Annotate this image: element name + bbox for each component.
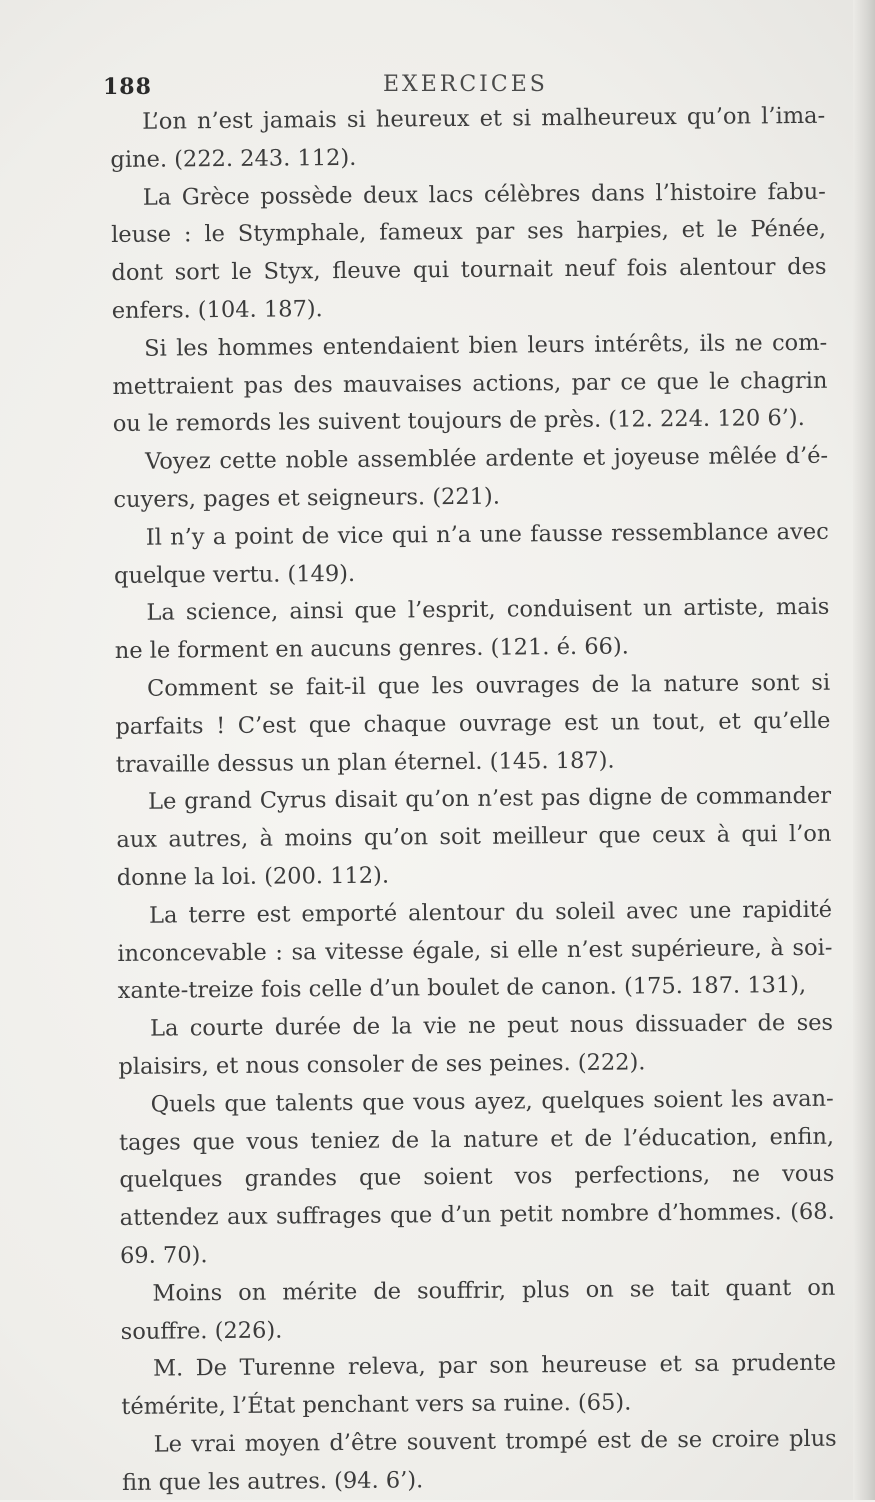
exercise-paragraph: Il n’y a point de vice qui n’a une fausse ressemblance avec quelque vertu. (149). — [114, 518, 829, 589]
page-edge-shadow — [853, 0, 875, 1500]
exercise-paragraph: Le grand Cyrus disait qu’on n’est pas digne de commander aux autres, à moins qu’on soit meilleur que ceux à qui l’on donne la loi. (200. 112). — [116, 783, 832, 891]
exercise-paragraph: La science, ainsi que l’esprit, conduisent un artiste, mais ne le forment en aucuns genres. (121. é. 66). — [114, 594, 830, 665]
running-head: EXERCICES — [383, 72, 548, 97]
exercise-paragraph: L’on n’est jamais si heureux et si malheureux qu’on l’imagine. (222. 243. 112). — [110, 102, 826, 173]
exercise-paragraph: Moins on mérite de souffrir, plus on se tait quant on souffre. (226). — [120, 1274, 836, 1345]
exercise-paragraph: Comment se fait-il que les ouvrages de la nature sont si parfaits ! C’est que chaque ouvrage est un tout, et qu’elle travaille dessus un plan éternel. (145. 187). — [115, 669, 831, 778]
exercise-paragraph: Voyez cette noble assemblée ardente et joyeuse mêlée d’écuyers, pages et seigneurs. (221). — [113, 442, 829, 513]
exercise-paragraph: La terre est emporté alentour du soleil avec une rapidité inconcevable : sa vitesse égale, si elle n’est supérieure, à soixante-treize fois celle d’un boulet de canon. (175. 187. 131), — [117, 896, 833, 1005]
exercise-paragraph: Le vrai moyen d’être souvent trompé est de se croire plus fin que les autres. (94. 6’). — [121, 1425, 837, 1496]
exercise-paragraph: M. De Turenne releva, par son heureuse et sa prudente témérite, l’État penchant vers sa ruine. (65). — [121, 1350, 837, 1421]
exercise-paragraph: Si les hommes entendaient bien leurs intérêts, ils ne commettraient pas des mauvaises actions, par ce que le chagrin ou le remords les suivent toujours de près. (12. 224. 120 6’). — [112, 329, 828, 438]
exercise-paragraph: La courte durée de la vie ne peut nous dissuader de ses plaisirs, et nous consoler de ses peines. (222). — [118, 1009, 834, 1080]
exercise-paragraph: La Grèce possède deux lacs célèbres dans l’histoire fabuleuse : le Stymphale, fameux par ses harpies, et le Pénée, dont sort le Styx, fleuve qui tournait neuf fois alentour des enfers. (104. 187). — [111, 178, 827, 324]
exercise-text-block — [110, 98, 837, 1502]
page-number: 188 — [103, 74, 152, 100]
exercise-paragraph: Quels que talents que vous ayez, quelques soient les avantages que vous teniez de la nature et de l’éducation, enfin, quelques grandes que soient vos perfections, ne vous attendez aux suffrages que d’un petit nombre d’hommes. (68. 69. 70). — [118, 1085, 835, 1269]
